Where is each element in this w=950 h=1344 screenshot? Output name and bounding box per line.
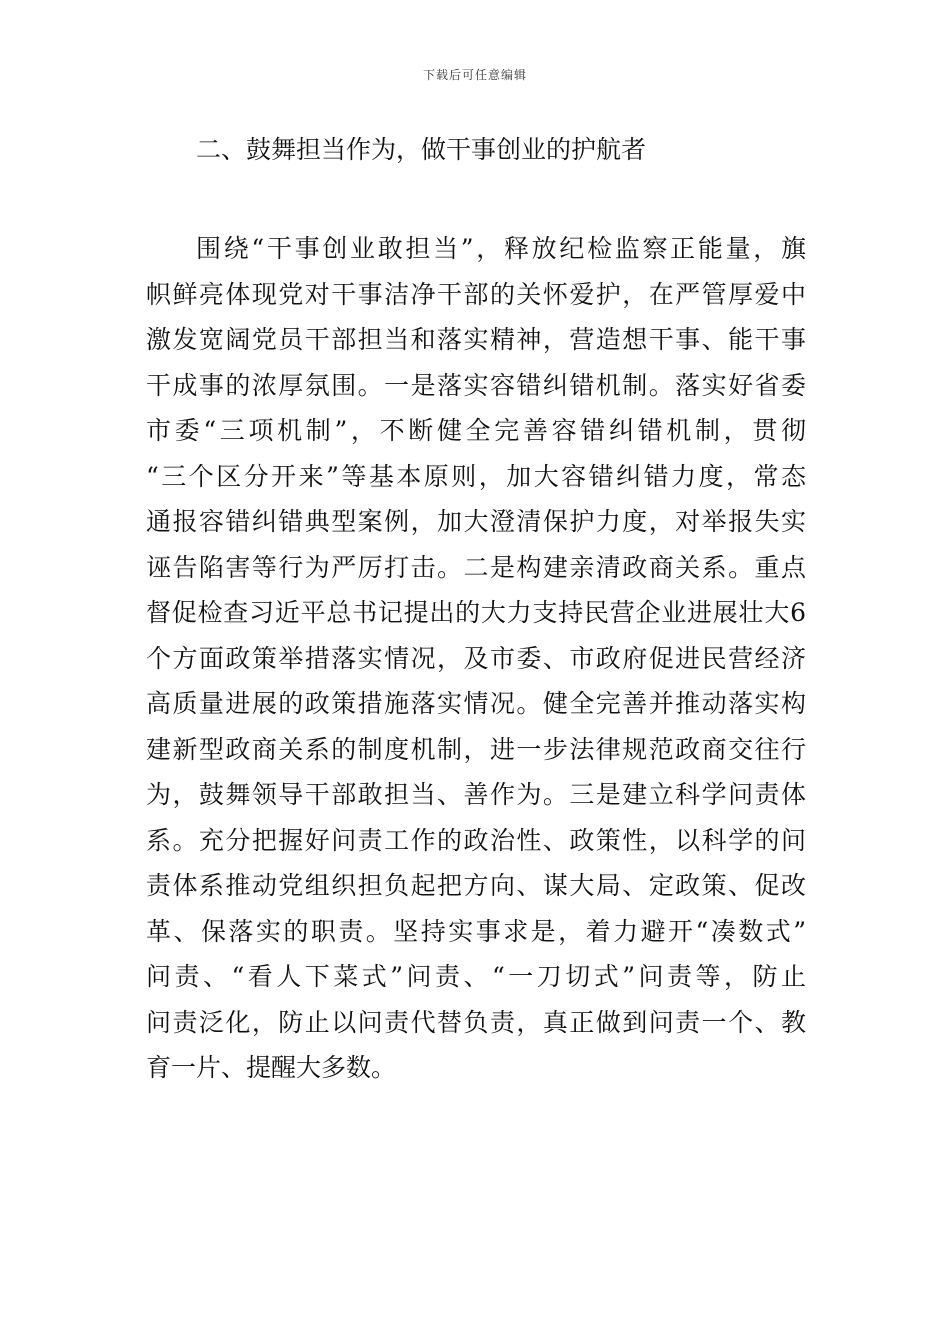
paragraph-line: 建新型政商关系的制度机制，进一步法律规范政商交往行 — [146, 734, 806, 764]
paragraph-line: 问责、“看人下菜式”问责、“一刀切式”问责等，防止 — [146, 962, 806, 991]
paragraph-line: 市委“三项机制”，不断健全完善容错纠错机制，贯彻 — [146, 416, 806, 445]
paragraph-line: “三个区分开来”等基本原则，加大容错纠错力度，常态 — [146, 461, 806, 491]
paragraph-line: 激发宽阔党员干部担当和落实精神，营造想干事、能干事 — [146, 325, 806, 354]
paragraph-line: 个方面政策举措落实情况，及市委、市政府促进民营经济 — [146, 643, 806, 673]
header-note: 下载后可任意编辑 — [422, 68, 527, 82]
paragraph-line: 高质量进展的政策措施落实情况。健全完善并推动落实构 — [146, 689, 806, 718]
paragraph-line: 问责泛化，防止以问责代替负责，真正做到问责一个、教 — [146, 1007, 806, 1037]
paragraph-line: 围绕“干事创业敢担当”，释放纪检监察正能量，旗 — [196, 234, 806, 263]
paragraph-line: 帜鲜亮体现党对干事洁净干部的关怀爱护，在严管厚爱中 — [146, 279, 806, 309]
paragraph-line: 为，鼓舞领导干部敢担当、善作为。三是建立科学问责体 — [146, 780, 806, 809]
paragraph-line: 革、保落实的职责。坚持实事求是，着力避开“凑数式” — [146, 916, 806, 946]
body-paragraph — [146, 226, 806, 1091]
paragraph-line: 责体系推动党组织担负起把方向、谋大局、定政策、促改 — [146, 871, 806, 900]
paragraph-line: 通报容错纠错典型案例，加大澄清保护力度，对举报失实 — [146, 507, 806, 536]
paragraph-line: 系。充分把握好问责工作的政治性、政策性，以科学的问 — [146, 825, 806, 855]
paragraph-line: 育一片、提醒大多数。 — [146, 1053, 397, 1082]
paragraph-line: 督促检查习近平总书记提出的大力支持民营企业进展壮大6 — [146, 598, 806, 627]
paragraph-line: 诬告陷害等行为严厉打击。二是构建亲清政商关系。重点 — [146, 552, 806, 582]
section-heading: 二、鼓舞担当作为，做干事创业的护航者 — [196, 135, 647, 164]
paragraph-line: 干成事的浓厚氛围。一是落实容错纠错机制。落实好省委 — [146, 370, 806, 400]
